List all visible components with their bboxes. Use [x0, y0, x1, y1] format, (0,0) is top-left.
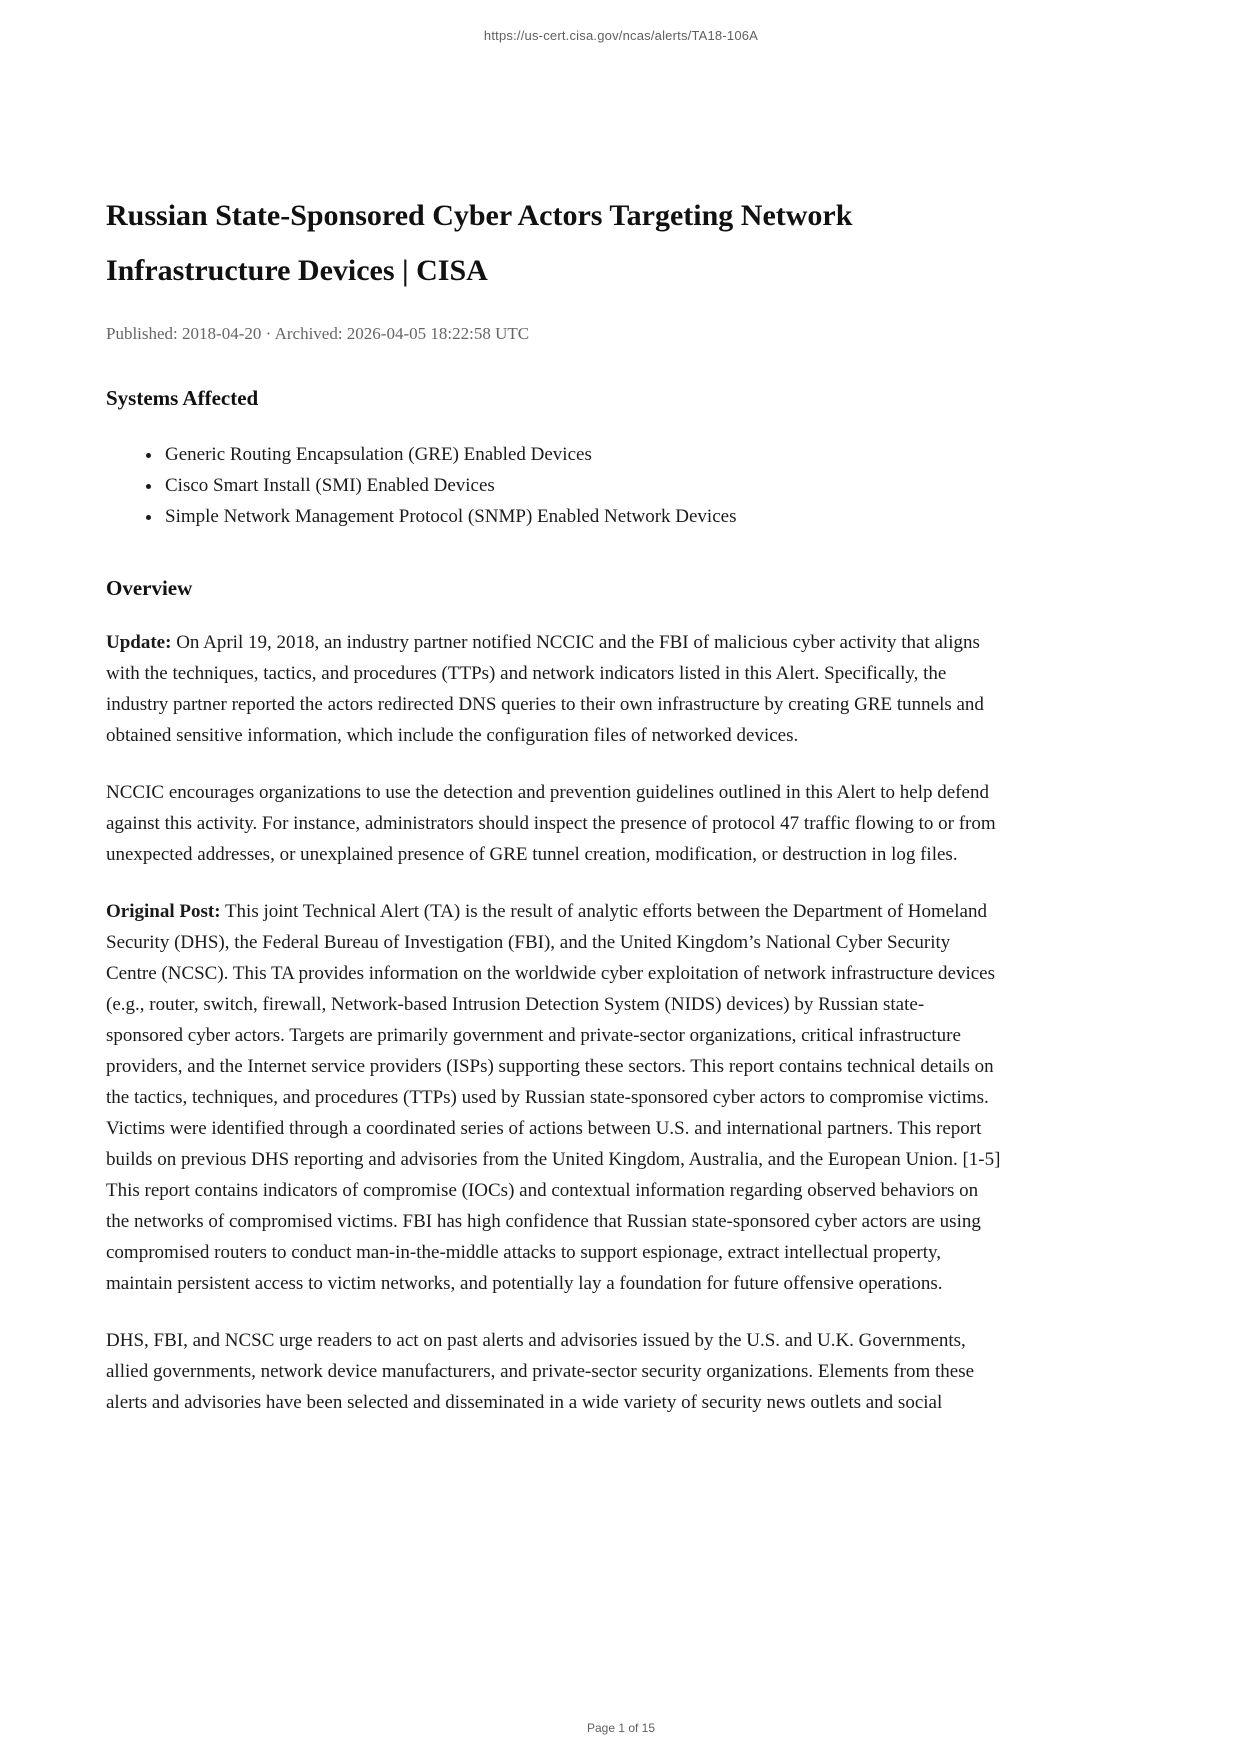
paragraph-text: On April 19, 2018, an industry partner notified NCCIC and the FBI of malicious cyber activity that aligns with the techniques, tactics, and procedures (TTPs) and network indicators listed in this Alert. Specifically, the industry partner reported the actors redirected DNS queries to their own infrastructure by creating GRE tunnels and obtained sensitive information, which include the configuration files of networked devices. — [106, 632, 984, 746]
paragraph-update — [106, 627, 1001, 751]
systems-affected-list — [106, 439, 1001, 532]
list-item: • Cisco Smart Install (SMI) Enabled Devices — [163, 470, 1001, 501]
print-footer-page-info: Page 1 of 15 — [586, 1721, 656, 1735]
paragraph-text: NCCIC encourages organizations to use the detection and prevention guidelines outlined in this Alert to help defend against this activity. For instance, administrators should inspect the presence of protocol 47 traffic flowing to or from unexpected addresses, or unexplained presence of GRE tunnel creation, modification, or destruction in log files. — [106, 782, 996, 865]
section-overview — [106, 576, 1001, 1418]
section-systems-affected — [106, 386, 1001, 532]
article-meta: Published: 2018-04-20 · Archived: 2026-04-05 18:22:58 UTC — [106, 324, 530, 343]
paragraph-text: DHS, FBI, and NCSC urge readers to act on past alerts and advisories issued by the U.S. and U.K. Governments, allied governments, network device manufacturers, and private-sector security organizations. Elements from these alerts and advisories have been selected and disseminated in a wide variety of security news outlets and social — [106, 1330, 975, 1413]
list-item: • Generic Routing Encapsulation (GRE) Enabled Devices — [163, 439, 1001, 470]
paragraph-lead: Update: — [106, 632, 172, 653]
section-heading-systems-affected: Systems Affected — [106, 386, 259, 410]
paragraph-original-post — [106, 896, 1001, 1299]
paragraph-text: This joint Technical Alert (TA) is the result of analytic efforts between the Department of Homeland Security (DHS), the Federal Bureau of Investigation (FBI), and the United Kingdom’s National Cyber Security Centre (NCSC). This TA provides information on the worldwide cyber exploitation of network infrastructure devices (e.g., router, switch, firewall, Network-based Intrusion Detection System (NIDS) devices) by Russian state-sponsored cyber actors. Targets are primarily government and private-sector organizations, critical infrastructure providers, and the Internet service providers (ISPs) supporting these sectors. This report contains technical details on the tactics, techniques, and procedures (TTPs) used by Russian state-sponsored cyber actors to compromise victims. Victims were identified through a coordinated series of actions between U.S. and international partners. This report builds on previous DHS reporting and advisories from the United Kingdom, Australia, and the European Union. [1-5] This report contains indicators of compromise (IOCs) and contextual information regarding observed behaviors on the networks of compromised victims. FBI has high confidence that Russian state-sponsored cyber actors are using compromised routers to conduct man-in-the-middle attacks to support espionage, extract intellectual property, maintain persistent access to victim networks, and potentially lay a foundation for future offensive operations. — [106, 901, 1001, 1294]
paragraph-nccic — [106, 777, 1001, 870]
page-title: Russian State-Sponsored Cyber Actors Targeting Network Infrastructure Devices | CISA — [106, 199, 853, 287]
article — [106, 0, 1001, 1418]
print-header-url: https://us-cert.cisa.gov/ncas/alerts/TA18-106A — [483, 28, 759, 43]
list-item: • Simple Network Management Protocol (SNMP) Enabled Network Devices — [163, 501, 1001, 532]
paragraph-dhs-fbi-ncsc — [106, 1325, 1001, 1418]
section-heading-overview: Overview — [106, 576, 193, 600]
paragraph-lead: Original Post: — [106, 901, 221, 922]
